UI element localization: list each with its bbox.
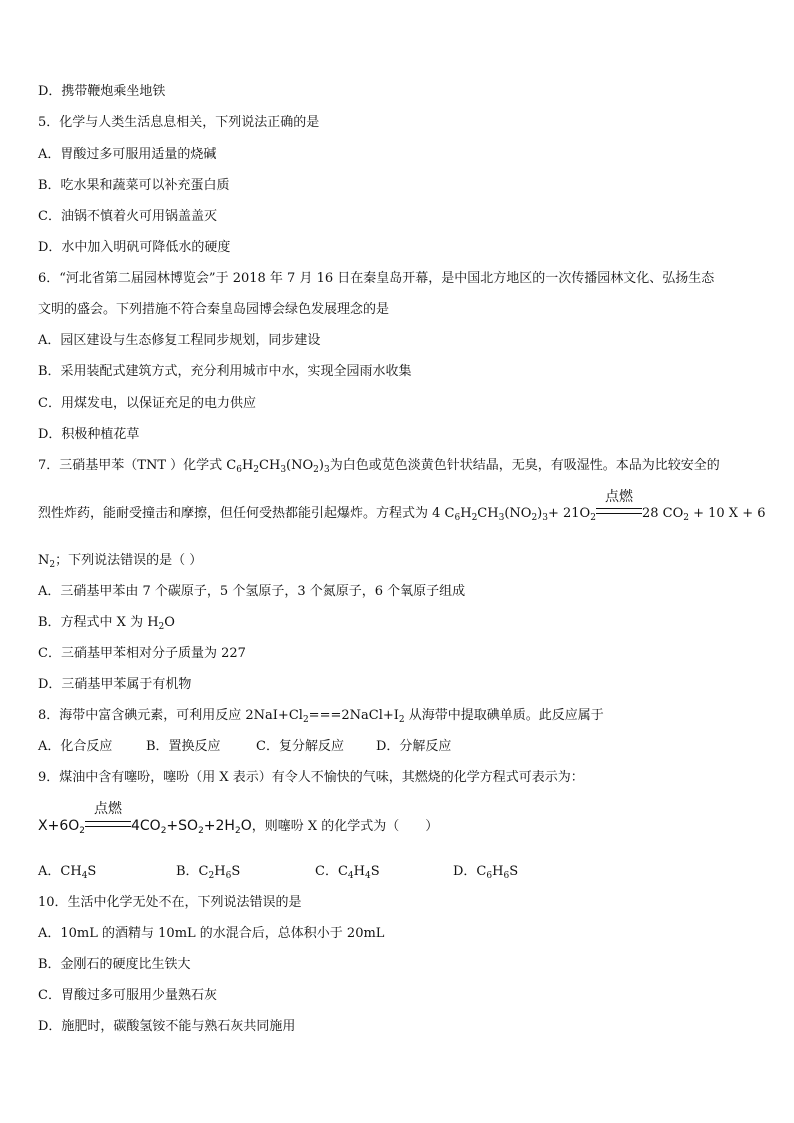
q6-stem-line1: 6．“河北省第二届园林博览会”于 2018 年 7 月 16 日在秦皇岛开幕，是中国北方地区的一次传播园林文化、弘扬生态 — [38, 271, 715, 286]
q7-reaction-condition: 点燃 — [596, 506, 642, 522]
q9-equation: $X+6O_2$ 点燃 $4CO_2+SO_2+2H_2O$，则噻吩 X 的化学式为（ ） — [38, 801, 439, 836]
q5-option-d: D．水中加入明矾可降低水的硬度 — [38, 240, 231, 255]
q6-stem-line2: 文明的盛会。下列措施不符合秦皇岛园博会绿色发展理念的是 — [38, 302, 390, 317]
q8-option-a: A．化合反应 — [38, 739, 113, 754]
q10-option-c: C．胃酸过多可服用少量熟石灰 — [38, 988, 217, 1003]
q10-option-a: A．10mL 的酒精与 10mL 的水混合后，总体积小于 20mL — [38, 926, 385, 941]
q6-option-c: C．用煤发电，以保证充足的电力供应 — [38, 396, 256, 411]
q7-option-d: D．三硝基甲苯属于有机物 — [38, 677, 192, 692]
q10-option-d: D．施肥时，碳酸氢铵不能与熟石灰共同施用 — [38, 1019, 296, 1034]
q7-stem-line2: 烈性炸药，能耐受撞击和摩擦，但任何受热都能引起爆炸。方程式为 4 $C_6H_2CH_3(NO_2)_3+ 21O_2$ 点燃 28 $CO_2 + 10$ X + 6 — [38, 489, 766, 523]
q9-option-a: A．CH4S — [38, 864, 97, 881]
q9-option-d: D．C6H6S — [453, 864, 519, 881]
q5-option-b: B．吃水果和蔬菜可以补充蛋白质 — [38, 178, 230, 193]
q7-option-b: B．方程式中 X 为 $H_2O$ — [38, 615, 175, 632]
q7-stem-line3: $N_2$；下列说法错误的是（ ） — [38, 553, 203, 570]
q9-option-c: C．C4H4S — [315, 864, 380, 881]
q8-stem: 8．海带中富含碘元素，可利用反应 $2NaI+Cl_2===2NaCl+I_2$ 从海带中提取碘单质。此反应属于 — [38, 708, 604, 725]
q8-option-c: C．复分解反应 — [256, 739, 344, 754]
q9-stem: 9．煤油中含有噻吩，噻吩（用 X 表示）有令人不愉快的气味，其燃烧的化学方程式可表示为： — [38, 770, 584, 785]
q5-option-c: C．油锅不慎着火可用锅盖盖灭 — [38, 209, 217, 224]
q10-stem: 10．生活中化学无处不在，下列说法错误的是 — [38, 895, 302, 910]
q5-option-a: A．胃酸过多可服用适量的烧碱 — [38, 147, 217, 162]
q5-stem: 5．化学与人类生活息息相关，下列说法正确的是 — [38, 115, 320, 130]
q6-option-a: A．园区建设与生态修复工程同步规划，同步建设 — [38, 333, 321, 348]
q6-option-d: D．积极种植花草 — [38, 427, 140, 442]
q7-option-a: A．三硝基甲苯由 7 个碳原子，5 个氢原子，3 个氮原子，6 个氧原子组成 — [38, 584, 466, 599]
q7-stem-line1: 7．三硝基甲苯（TNT ）化学式 $C_6H_2CH_3(NO_2)_3$为白色或苋色淡黄色针状结晶，无臭，有吸湿性。本品为比较安全的 — [38, 458, 720, 475]
q9-reaction-condition: 点燃 — [85, 818, 131, 834]
q10-option-b: B．金刚石的硬度比生铁大 — [38, 957, 191, 972]
q9-options — [38, 864, 518, 884]
q8-option-b: B．置换反应 — [146, 739, 221, 754]
q8-option-d: D．分解反应 — [376, 739, 452, 754]
q7-option-c: C．三硝基甲苯相对分子质量为 227 — [38, 646, 246, 661]
q8-options — [38, 739, 451, 755]
q6-option-b: B．采用装配式建筑方式，充分利用城市中水，实现全园雨水收集 — [38, 364, 412, 379]
q9-option-b: B．C2H6S — [176, 864, 241, 881]
q4-option-d: D．携带鞭炮乘坐地铁 — [38, 84, 166, 99]
